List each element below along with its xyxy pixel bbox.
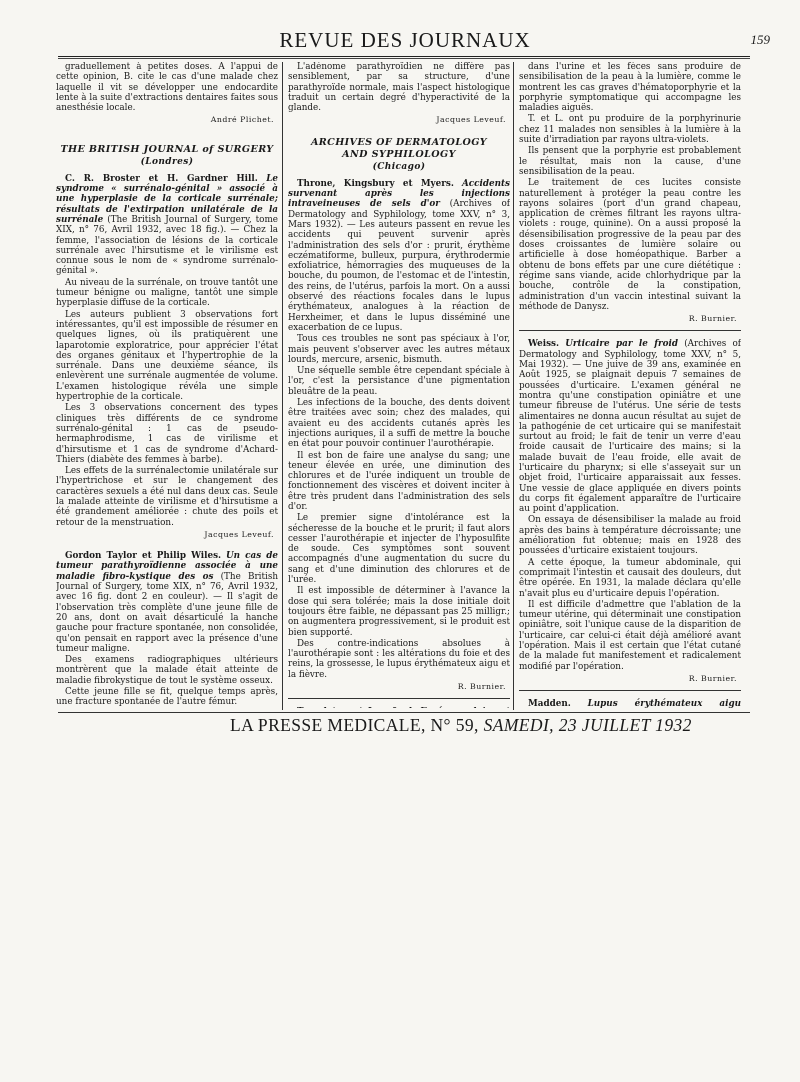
journal-title: REVUE DES JOURNAUX: [279, 28, 531, 52]
paragraph: Les effets de la surrénalectomie unilatérale sur l'hypertrichose et sur le changement des caractères sexuels a été nul dans deux cas. Seule la malade atteinte de virilisme et d'hirsutisme a été grandement améliorée : chute des poils et retour de la menstruation.: [56, 466, 278, 528]
article-lead: [519, 339, 741, 514]
paragraph: On essaya de désensibiliser la malade au froid après des bains à température décroissante; une amélioration fut obtenue; mais en 1928 des poussées d'urticaire existaient toujours.: [519, 515, 741, 557]
article-lead: [288, 707, 510, 708]
article-separator: [288, 698, 510, 699]
paragraph: Tous ces troubles ne sont pas spéciaux à l'or, mais peuvent s'observer avec les autres métaux lourds, mercure, arsenic, bismuth.: [288, 334, 510, 365]
article-lead: [519, 699, 741, 708]
paragraph: Le traitement de ces lucites consiste naturellement à protéger la peau contre les rayons solaires (port d'un grand chapeau, application de crèmes filtrant les rayons ultra-violets : rouge, quinine). On a aussi proposé la désensibilisation progressive de la peau par des doses croissantes de lumière solaire ou artificielle à dose homéopathique. Barber a obtenu de bons effets par une cure diététique : régime sans viande, acide chlorhydrique par la bouche, contrôle de la constipation, administration d'un vaccin intestinal suivant la méthode de Danysz.: [519, 178, 741, 312]
page-number: 159: [750, 32, 770, 47]
signature: R. Burnier.: [457, 682, 506, 692]
journal-section-city: (Londres): [140, 156, 194, 167]
article-separator: [519, 330, 741, 331]
signature: Jacques Leveuf.: [204, 529, 274, 539]
header-rule: [58, 56, 750, 57]
journal-section-city: (Chicago): [372, 161, 426, 172]
paragraph: dans l'urine et les fèces sans produire de sensibilisation de la peau à la lumière, comme le montrent les cas graves d'hématoporphyrie et la porphyrie symptomatique qui accompagne les maladies aiguës.: [519, 62, 741, 114]
article-title: Urticaire par le froid: [565, 339, 679, 350]
paragraph: Les 3 observations concernent des types cliniques très différents de ce syndrome surrénalo-génital : 1 cas de pseudo-hermaphrodisme, 1 cas de virilisme et d'hirsutisme et 1 cas de syndrome d'Achard-Thiers (diabète des femmes à barbe).: [56, 403, 278, 465]
signature: R. Burnier.: [688, 314, 737, 324]
paragraph: graduellement à petites doses. A l'appui de cette opinion, B. cite le cas d'une malade chez laquelle il vit se développer une endocardite lente à la suite d'extractions dentaires faites sous anesthésie locale.: [56, 62, 278, 114]
signature: Jacques Leveuf.: [436, 115, 506, 125]
page-header: [60, 28, 770, 52]
footer-publication: LA PRESSE MEDICALE, N° 59,: [230, 715, 479, 735]
column-divider: [282, 62, 283, 710]
article-citation: (Archives of Dermatology and Syphilology, tome XXV, n° 5, Mai 1932). — Une juive de 39 ans, examinée en Août 1925, se plaignait depuis 7 semaines de poussées d'urticaire. L'examen général ne montra qu'une constipation opiniâtre et une tumeur fibreuse de l'utérus. Une série de tests alimentaires ne donna aucun résultat au sujet de la pathogénie de cet urticaire qui se manifestait surtout au froid; le fait de tenir un verre d'eau froide causait de l'urticaire des mains; si la malade buvait de l'eau froide, elle avait de l'urticaire du pharynx; si elle s'asseyait sur un objet froid, l'urticaire apparaissait aux fesses. Une vessie de glace appliquée en divers points du corps fit également apparaître de l'urticaire au point d'application.: [519, 339, 741, 515]
article-authors: Throne, Kingsbury et Myers.: [297, 178, 454, 189]
column-3: [519, 62, 741, 708]
paragraph: Il est impossible de déterminer à l'avance la dose qui sera tolérée; mais la dose initiale doit toujours être faible, ne dépassant pas 25 milligr.; on augmentera progressivement, si le produit est bien supporté.: [288, 586, 510, 638]
paragraph: Le premier signe d'intolérance est la sécheresse de la bouche et le prurit; il faut alors cesser l'aurothérapie et injecter de l'hyposulfite de soude. Ces symptômes sont souvent accompagnés d'une augmentation du sucre du sang et d'une diminution des chlorures et de l'urée.: [288, 513, 510, 586]
journal-section-title: THE BRITISH JOURNAL of SURGERY: [60, 143, 274, 155]
article-lead: [56, 551, 278, 654]
article-title: Le syndrome « surrénalo-génital » associé à une hyperplasie de la corticale surrénale; résultats de l'extirpation unilatérale de la surrénale: [56, 173, 278, 225]
column-divider: [513, 62, 514, 710]
page-footer: [230, 715, 692, 737]
article-citation: (The British Journal of Surgery, tome XIX, n° 76, Avril 1932, avec 18 fig.). — Chez la femme, l'association de lésions de la corticale surrénale avec l'hirsutisme et le virilisme est connue sous le nom de « syndrome surrénalo-génital ».: [56, 214, 278, 277]
paragraph: Au niveau de la surrénale, on trouve tantôt une tumeur bénigne ou maligne, tantôt une simple hyperplasie diffuse de la corticale.: [56, 277, 278, 309]
article-authors: Weiss.: [528, 339, 560, 350]
article-authors: Madden.: [528, 699, 571, 708]
footer-rule: [58, 712, 750, 713]
paragraph: Cette jeune fille se fit, quelque temps après, une fracture spontanée de l'autre fémur.: [56, 687, 278, 708]
paragraph: Les auteurs publient 3 observations fort intéressantes, qu'il est impossible de résumer en quelques lignes, où ils pratiquèrent une laparotomie exploratrice, pour apprécier l'état des organes génitaux et l'hypertrophie de la surrénale. Dans une deuxième séance, ils enlevèrent une surrénale augmentée de volume. L'examen histologique révéla une simple hypertrophie de la corticale.: [56, 309, 278, 403]
header-rule-thin: [58, 58, 750, 59]
article-authors: [297, 707, 415, 708]
article-separator: [519, 690, 741, 691]
paragraph: Une séquelle semble être cependant spéciale à l'or, c'est la persistance d'une pigmentation bleuâtre de la peau.: [288, 366, 510, 397]
column-2: [288, 62, 510, 708]
signature: R. Burnier.: [688, 673, 737, 683]
column-1: [56, 62, 278, 708]
signature: André Plichet.: [210, 115, 274, 125]
article-title: Lupus érythémateux aigu: [587, 699, 741, 708]
paragraph: Des examens radiographiques ultérieurs montrèrent que la malade était atteinte de maladie fibrokystique de tout le système osseux.: [56, 655, 278, 686]
paragraph: Des contre-indications absolues à l'aurothérapie sont : les altérations du foie et des reins, la grossesse, le lupus érythémateux aigu et la fièvre.: [288, 638, 510, 680]
paragraph: Ils pensent que la porphyrie est probablement le résultat, mais non la cause, d'une sensibilisation de la peau.: [519, 146, 741, 177]
article-authors: Gordon Taylor et Philip Wiles.: [65, 551, 222, 562]
article-lead: [288, 179, 510, 333]
paragraph: T. et L. ont pu produire de la porphyrinurie chez 11 malades non sensibles à la lumière à la suite d'irradiation par rayons ultra-violets.: [519, 114, 741, 146]
journal-section-title: AND SYPHILOLOGY: [342, 148, 456, 160]
article-authors: C. R. Broster et H. Gardner Hill.: [65, 173, 258, 184]
journal-section-title: ARCHIVES OF DERMATOLOGY: [310, 136, 488, 148]
paragraph: Il est bon de faire une analyse du sang; une teneur élevée en urée, une diminution des chlorures et de l'urée indiquent un trouble de fonctionnement des viscères et doivent inciter à être très prudent dans l'administration des sels d'or.: [288, 450, 510, 512]
article-lead: [56, 174, 278, 277]
paragraph: Les infections de la bouche, des dents doivent être traitées avec soin; chez des malades, qui avaient eu des accidents cutanés après les injections auriques, il a suffi de mettre la bouche en état pour pouvoir continuer l'aurothérapie.: [288, 398, 510, 450]
paragraph: A cette époque, la tumeur abdominale, qui comprimait l'intestin et causait des douleurs, dut être opérée. En 1931, la malade déclara qu'elle n'avait plus eu d'urticaire depuis l'opération.: [519, 557, 741, 599]
footer-date: SAMEDI, 23 JUILLET 1932: [483, 715, 692, 735]
paragraph: Il est difficile d'admettre que l'ablation de la tumeur utérine, qui déterminait une constipation opiniâtre, soit l'unique cause de la disparition de l'urticaire, car celui-ci était déjà amélioré avant l'opération. Mais il est certain que l'état cutané de la malade fut manifestement et radicalement modifié par l'opération.: [519, 599, 741, 672]
paragraph: L'adénome parathyroïdien ne diffère pas sensiblement, par sa structure, d'une parathyroïde normale, mais l'aspect histologique traduit un certain degré d'hyperactivité de la glande.: [288, 62, 510, 114]
article-title: Accidents survenant après les injections intraveineuses de sels d'or: [288, 178, 510, 210]
article-title: Un cas de tumeur parathyroïdienne associée à une maladie fibro-kystique des os: [56, 551, 278, 582]
article-citation: (Archives of Dermatology and Syphilology, tome XXV, n° 3, Mars 1932). — Les auteurs passent en revue les accidents qui peuvent survenir après l'administration des sels d'or : prurit, érythème eczématiforme, bulleux, purpura, érythrodermie exfoliatrice, hémorragies des muqueuses de la bouche, du poumon, de l'estomac et de l'intestin, des reins, de l'utérus, parfois la mort. On a aussi observé des réactions focales dans le lupus érythémateux, analogues à la réaction de Herxheimer, et dans le lupus disséminé une exacerbation de ce lupus.: [288, 199, 510, 333]
article-citation: (The British Journal of Surgery, tome XIX, n° 76, Avril 1932, avec 16 fig. dont 2 en couleur). — Il s'agit de l'observation très complète d'une jeune fille de 20 ans, dont on avait désarticulé la hanche gauche pour fracture spontanée, non consolidée, qu'on pensait en rapport avec la présence d'une tumeur maligne.: [56, 571, 278, 654]
